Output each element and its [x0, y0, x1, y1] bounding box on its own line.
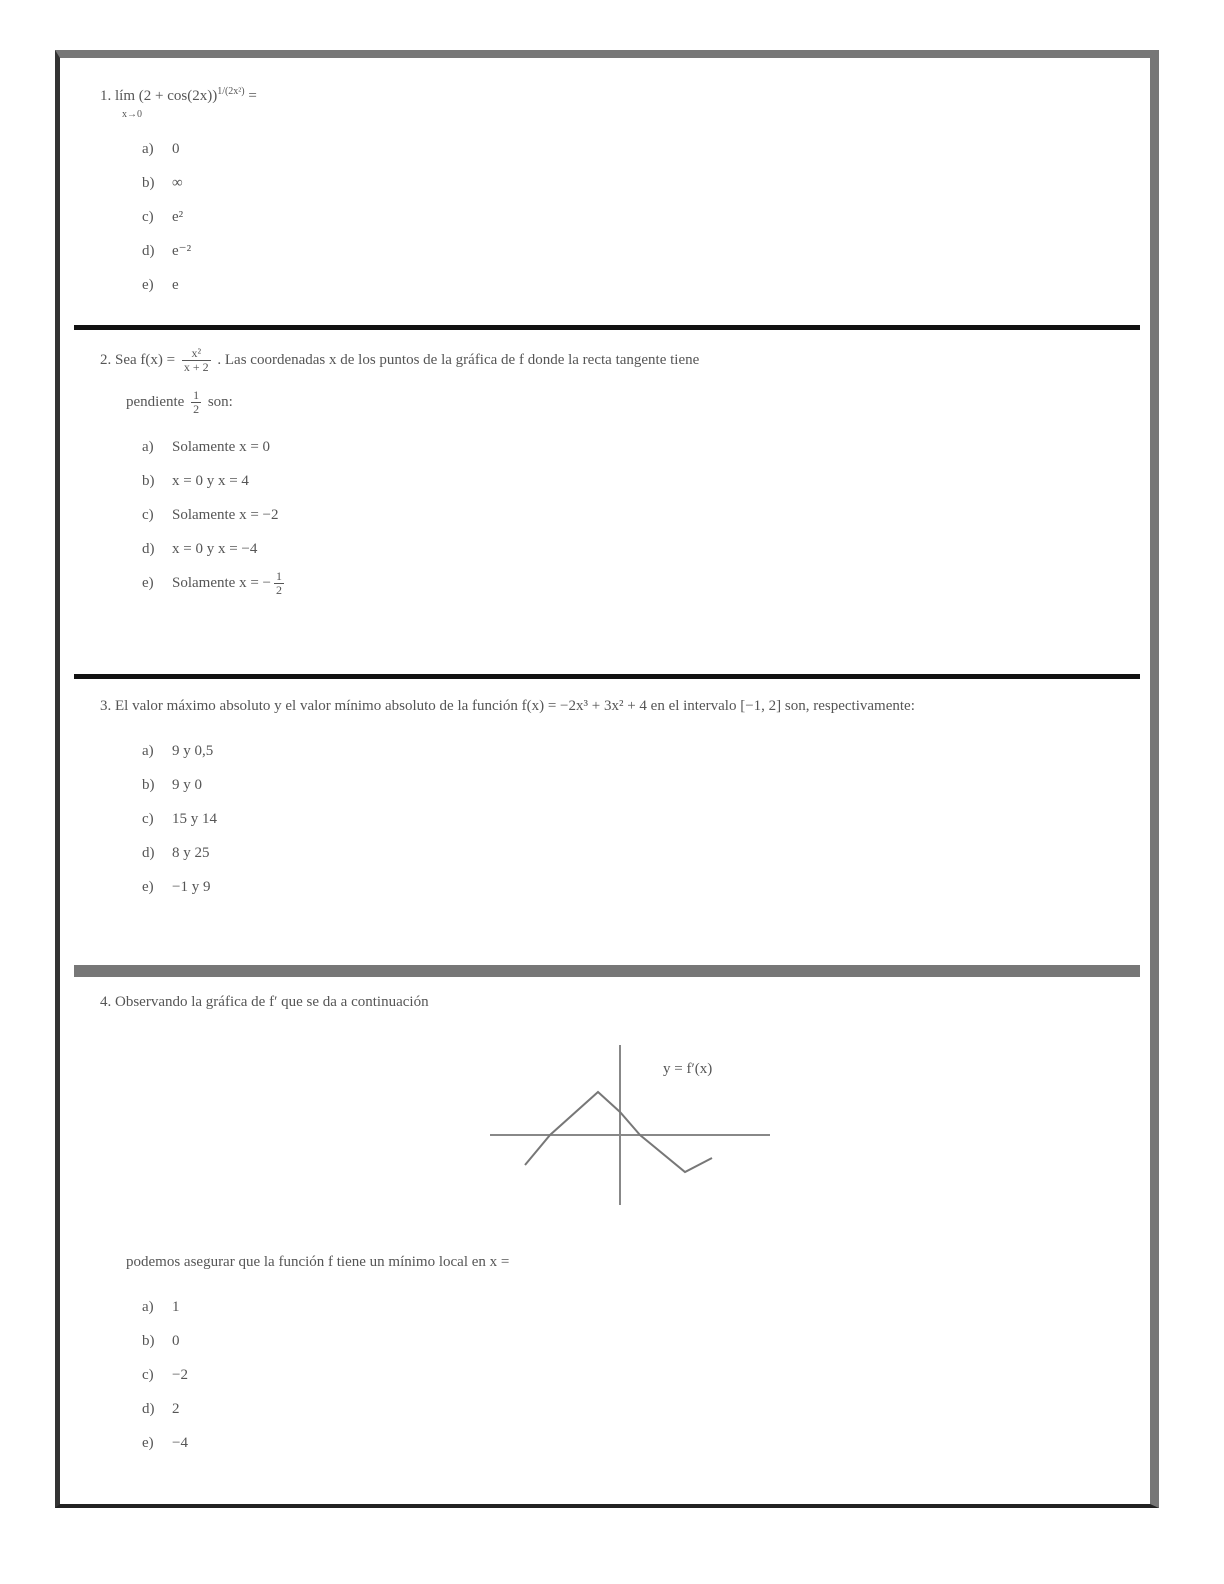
section-divider [74, 674, 1140, 679]
question-text: . Las coordenadas x de los puntos de la gráfica de f donde la recta tangente tiene [217, 352, 700, 368]
option-d[interactable] [142, 836, 1140, 870]
option-value: Solamente x = 0 [172, 439, 271, 456]
question-number: 1. [100, 88, 112, 104]
function-fraction [182, 347, 211, 374]
options-list [142, 1290, 1140, 1460]
question-2-text-line2 [126, 388, 1140, 416]
option-label: c) [142, 1367, 154, 1383]
option-label: c) [142, 811, 154, 827]
question-2 [100, 346, 1140, 600]
question-text: Observando la gráfica de f′ que se da a continuación [115, 994, 429, 1010]
option-c[interactable] [142, 498, 1140, 532]
option-b[interactable] [142, 1324, 1140, 1358]
option-a[interactable] [142, 734, 1140, 768]
question-1-text [100, 78, 1140, 120]
question-text: pendiente [126, 394, 185, 411]
option-value: −2 [172, 1367, 188, 1383]
option-label: e) [142, 575, 154, 592]
option-label: d) [142, 243, 155, 259]
option-value: x = 0 y x = 4 [172, 473, 249, 490]
option-label: b) [142, 473, 155, 490]
option-e[interactable] [142, 870, 1140, 904]
option-value: 15 y 14 [172, 811, 217, 827]
option-label: b) [142, 175, 155, 191]
options-list [142, 734, 1140, 904]
option-value: x = 0 y x = −4 [172, 541, 258, 558]
limit-expression: lím (2 + cos(2x)) [115, 88, 218, 104]
option-d[interactable] [142, 1392, 1140, 1426]
option-value: −4 [172, 1435, 188, 1451]
question-4 [100, 988, 1140, 1016]
option-e[interactable] [142, 268, 1140, 302]
question-text: Sea f(x) = [115, 352, 176, 368]
option-label: a) [142, 439, 154, 456]
option-a[interactable] [142, 430, 1140, 464]
option-value: e⁻² [172, 243, 192, 259]
fraction-denominator: 2 [193, 402, 200, 417]
question-number: 2. [100, 352, 112, 368]
option-label: c) [142, 209, 154, 225]
option-label: a) [142, 1299, 154, 1315]
section-divider [74, 325, 1140, 330]
derivative-curve [525, 1092, 712, 1172]
section-divider [74, 965, 1140, 977]
option-c[interactable] [142, 200, 1140, 234]
option-value: e² [172, 209, 184, 225]
question-4-text [100, 988, 1140, 1016]
option-value: e [172, 277, 179, 293]
option-label: d) [142, 845, 155, 861]
option-e[interactable] [142, 566, 1140, 600]
fraction-denominator: 2 [276, 583, 282, 598]
option-label: a) [142, 141, 154, 157]
question-number: 3. [100, 698, 112, 714]
option-d[interactable] [142, 532, 1140, 566]
option-value: 0 [172, 1333, 180, 1349]
option-b[interactable] [142, 464, 1140, 498]
question-3 [100, 692, 1140, 904]
option-label: b) [142, 1333, 155, 1349]
option-label: e) [142, 277, 154, 293]
option-label: a) [142, 743, 154, 759]
fraction-numerator: x² [182, 347, 211, 361]
option-fraction [274, 570, 284, 597]
option-c[interactable] [142, 802, 1140, 836]
option-label: e) [142, 879, 154, 895]
equals-sign: = [248, 88, 257, 104]
graph-label: y = f′(x) [663, 1061, 713, 1077]
question-text: El valor máximo absoluto y el valor mínimo absoluto de la función f(x) = −2x³ + 3x² + 4 en el intervalo [−1, 2] son, respectivamente: [115, 698, 915, 714]
fraction-numerator: 1 [276, 569, 282, 584]
option-value: Solamente x = −2 [172, 507, 279, 524]
limit-subscript: x→0 [122, 109, 142, 120]
option-value: ∞ [172, 175, 183, 191]
options-list [142, 430, 1140, 600]
option-label: b) [142, 777, 155, 793]
option-label: c) [142, 507, 154, 524]
option-value: 0 [172, 141, 180, 157]
option-label: d) [142, 541, 155, 558]
option-value: 2 [172, 1401, 180, 1417]
question-2-text [100, 346, 1140, 374]
options-list [142, 132, 1140, 302]
option-c[interactable] [142, 1358, 1140, 1392]
question-3-text [100, 692, 1140, 720]
derivative-graph [480, 1040, 780, 1210]
option-a[interactable] [142, 1290, 1140, 1324]
question-text: son: [207, 394, 233, 411]
slope-fraction [191, 389, 201, 416]
option-a[interactable] [142, 132, 1140, 166]
option-b[interactable] [142, 768, 1140, 802]
option-b[interactable] [142, 166, 1140, 200]
question-text: podemos asegurar que la función f tiene un mínimo local en x = [126, 1254, 510, 1270]
option-value: 1 [172, 1299, 180, 1315]
question-1 [100, 78, 1140, 302]
option-value: Solamente x = − [172, 575, 271, 592]
option-value: 9 y 0 [172, 777, 202, 793]
limit-exponent: 1/(2x²) [217, 86, 245, 97]
option-value: 8 y 25 [172, 845, 210, 861]
option-label: e) [142, 1435, 154, 1451]
question-number: 4. [100, 994, 112, 1010]
question-4-continued [100, 1248, 1140, 1460]
fraction-denominator: x + 2 [183, 360, 209, 375]
option-value: −1 y 9 [172, 879, 211, 895]
option-e[interactable] [142, 1426, 1140, 1460]
option-value: 9 y 0,5 [172, 743, 214, 759]
fraction-numerator: 1 [193, 388, 200, 403]
option-label: d) [142, 1401, 155, 1417]
option-d[interactable] [142, 234, 1140, 268]
